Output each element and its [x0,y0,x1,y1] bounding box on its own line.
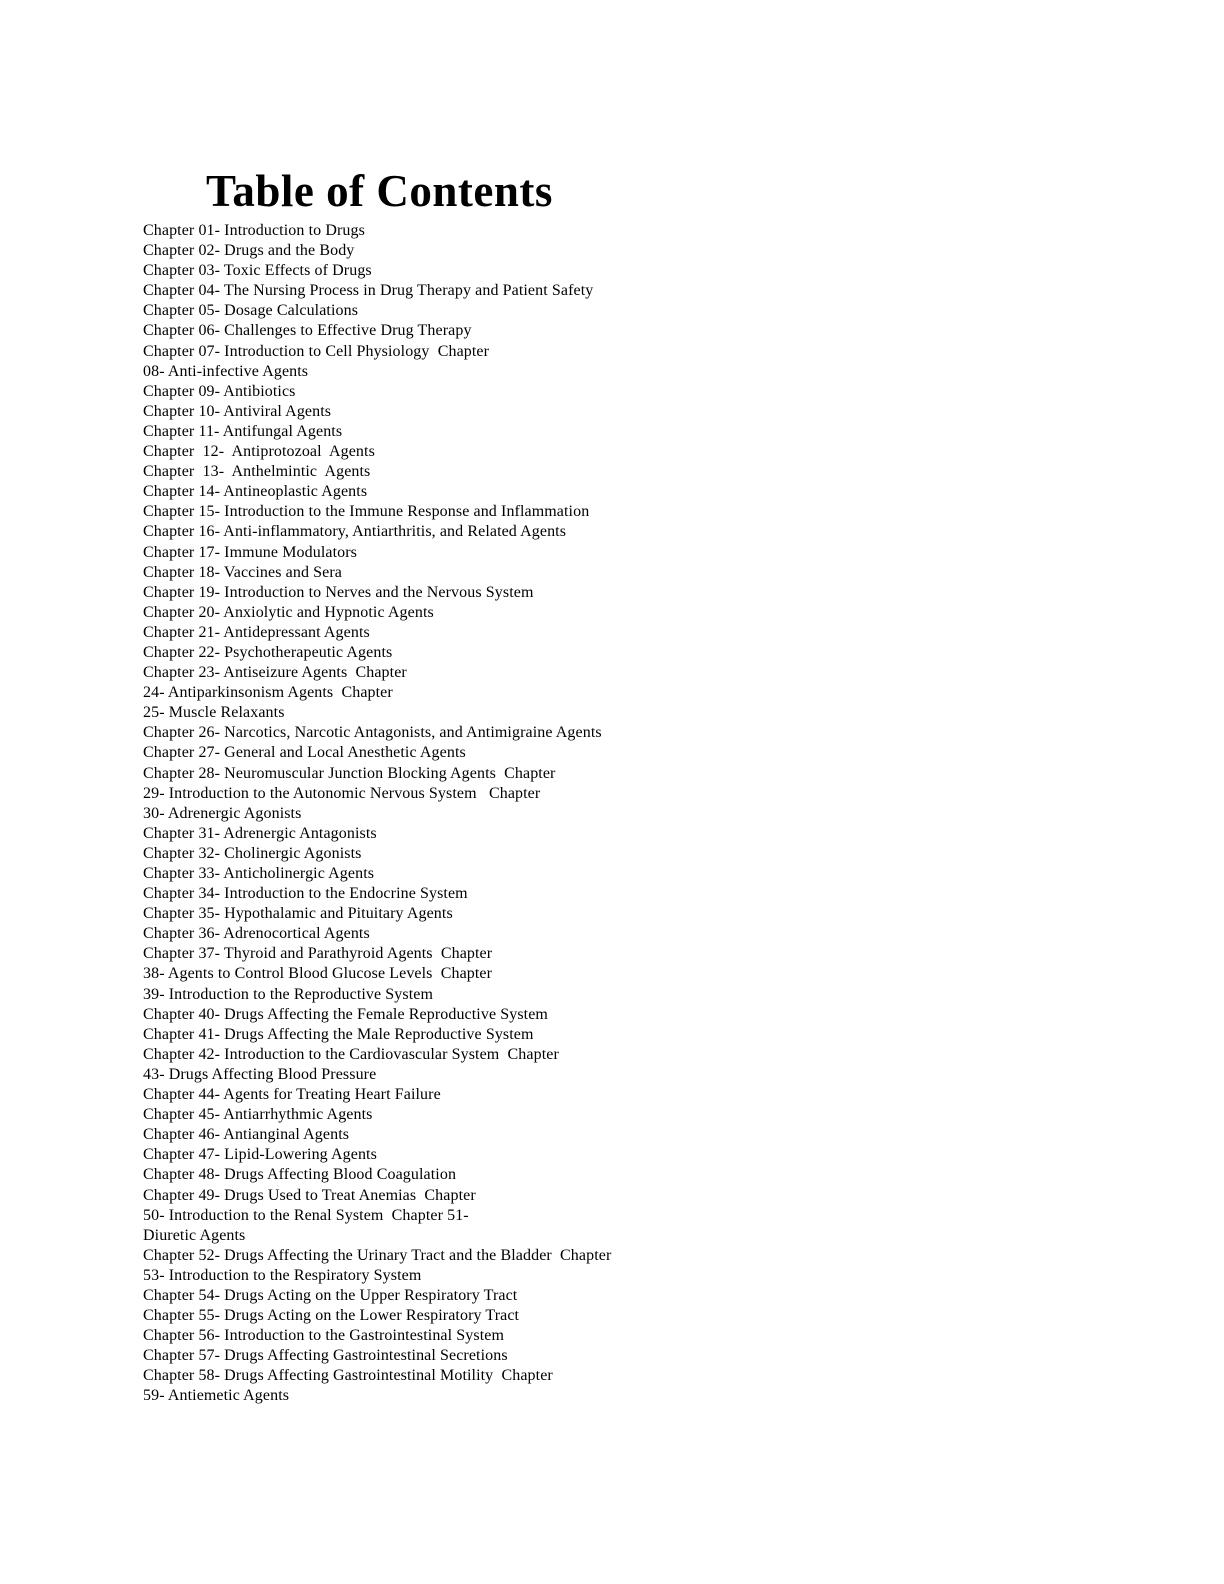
toc-entry: 39- Introduction to the Reproductive System [143,985,434,1003]
toc-entry: Chapter 06- Challenges to Effective Drug Therapy [143,322,472,340]
toc-entry: Chapter 32- Cholinergic Agonists [143,844,362,862]
toc-entry: 29- Introduction to the Autonomic Nervous System Chapter [143,784,541,802]
toc-entry: Chapter 58- Drugs Affecting Gastrointestinal Motility Chapter [143,1367,553,1385]
toc-entry: Chapter 05- Dosage Calculations [143,302,359,320]
toc-entry: Chapter 46- Antianginal Agents [143,1126,350,1144]
toc-entry: Chapter 13- Anthelmintic Agents [143,463,371,481]
toc-entry: Chapter 28- Neuromuscular Junction Blocking Agents Chapter [143,764,556,782]
toc-entry: 59- Antiemetic Agents [143,1387,290,1405]
toc-entry: 50- Introduction to the Renal System Chapter 51- [143,1206,469,1224]
toc-entry: 38- Agents to Control Blood Glucose Levels Chapter [143,965,493,983]
toc-entry: Chapter 01- Introduction to Drugs [143,222,365,239]
toc-entry: 53- Introduction to the Respiratory System [143,1266,422,1284]
toc-entry: Chapter 23- Antiseizure Agents Chapter [143,664,407,682]
toc-entry: Chapter 33- Anticholinergic Agents [143,865,375,882]
toc-entry: Chapter 04- The Nursing Process in Drug Therapy and Patient Safety [143,282,594,300]
toc-entry: Chapter 19- Introduction to Nerves and the Nervous System [143,583,534,601]
toc-entry: 24- Antiparkinsonism Agents Chapter [143,684,393,702]
toc-entry: Chapter 47- Lipid-Lowering Agents [143,1146,377,1164]
toc-entry: Diuretic Agents [143,1226,246,1244]
page-title: Table of Contents [206,166,553,216]
toc-entry: Chapter 56- Introduction to the Gastrointestinal System [143,1327,504,1345]
toc-entry: Chapter 18- Vaccines and Sera [143,563,342,581]
toc-entry: Chapter 49- Drugs Used to Treat Anemias Chapter [143,1186,476,1204]
toc-entry: Chapter 26- Narcotics, Narcotic Antagonists, and Antimigraine Agents [143,724,602,742]
toc-entry: Chapter 14- Antineoplastic Agents [143,483,368,501]
toc-entry: Chapter 37- Thyroid and Parathyroid Agents Chapter [143,945,493,963]
toc-list [143,221,1143,1407]
toc-entry: Chapter 42- Introduction to the Cardiovascular System Chapter [143,1045,559,1063]
toc-entry: Chapter 48- Drugs Affecting Blood Coagulation [143,1166,457,1184]
toc-entry: Chapter 15- Introduction to the Immune Response and Inflammation [143,503,590,521]
toc-entry: 43- Drugs Affecting Blood Pressure [143,1065,377,1083]
toc-entry: Chapter 22- Psychotherapeutic Agents [143,643,393,661]
toc-entry: Chapter 34- Introduction to the Endocrine System [143,885,468,903]
toc-entry: Chapter 21- Antidepressant Agents [143,623,370,641]
toc-entry: Chapter 40- Drugs Affecting the Female Reproductive System [143,1005,548,1023]
toc-entry: Chapter 27- General and Local Anesthetic Agents [143,744,466,762]
toc-entry: Chapter 12- Antiprotozoal Agents [143,443,375,461]
toc-entry: Chapter 57- Drugs Affecting Gastrointestinal Secretions [143,1347,508,1365]
toc-entry: Chapter 41- Drugs Affecting the Male Reproductive System [143,1025,534,1043]
toc-entry: Chapter 31- Adrenergic Antagonists [143,824,377,842]
toc-entry: Chapter 17- Immune Modulators [143,543,357,561]
toc-entry: Chapter 44- Agents for Treating Heart Failure [143,1086,441,1104]
toc-entry: Chapter 03- Toxic Effects of Drugs [143,262,372,280]
toc-entry: Chapter 10- Antiviral Agents [143,402,332,420]
toc-entry: Chapter 09- Antibiotics [143,382,296,400]
toc-entry: 08- Anti-infective Agents [143,362,309,380]
toc-entry: Chapter 52- Drugs Affecting the Urinary Tract and the Bladder Chapter [143,1246,612,1264]
toc-entry: Chapter 16- Anti-inflammatory, Antiarthritis, and Related Agents [143,523,567,541]
toc-entry: Chapter 11- Antifungal Agents [143,422,343,440]
toc-entry: Chapter 36- Adrenocortical Agents [143,925,370,943]
toc-entry: Chapter 54- Drugs Acting on the Upper Respiratory Tract [143,1286,518,1304]
toc-entry: Chapter 55- Drugs Acting on the Lower Respiratory Tract [143,1307,520,1325]
toc-entry: Chapter 20- Anxiolytic and Hypnotic Agents [143,603,434,621]
toc-entry: 25- Muscle Relaxants [143,704,285,722]
toc-entry: Chapter 45- Antiarrhythmic Agents [143,1106,373,1124]
toc-entry: Chapter 07- Introduction to Cell Physiology Chapter [143,342,490,360]
toc-entry: Chapter 02- Drugs and the Body [143,242,355,260]
toc-entry: Chapter 35- Hypothalamic and Pituitary Agents [143,905,453,923]
toc-entry: 30- Adrenergic Agonists [143,804,302,822]
